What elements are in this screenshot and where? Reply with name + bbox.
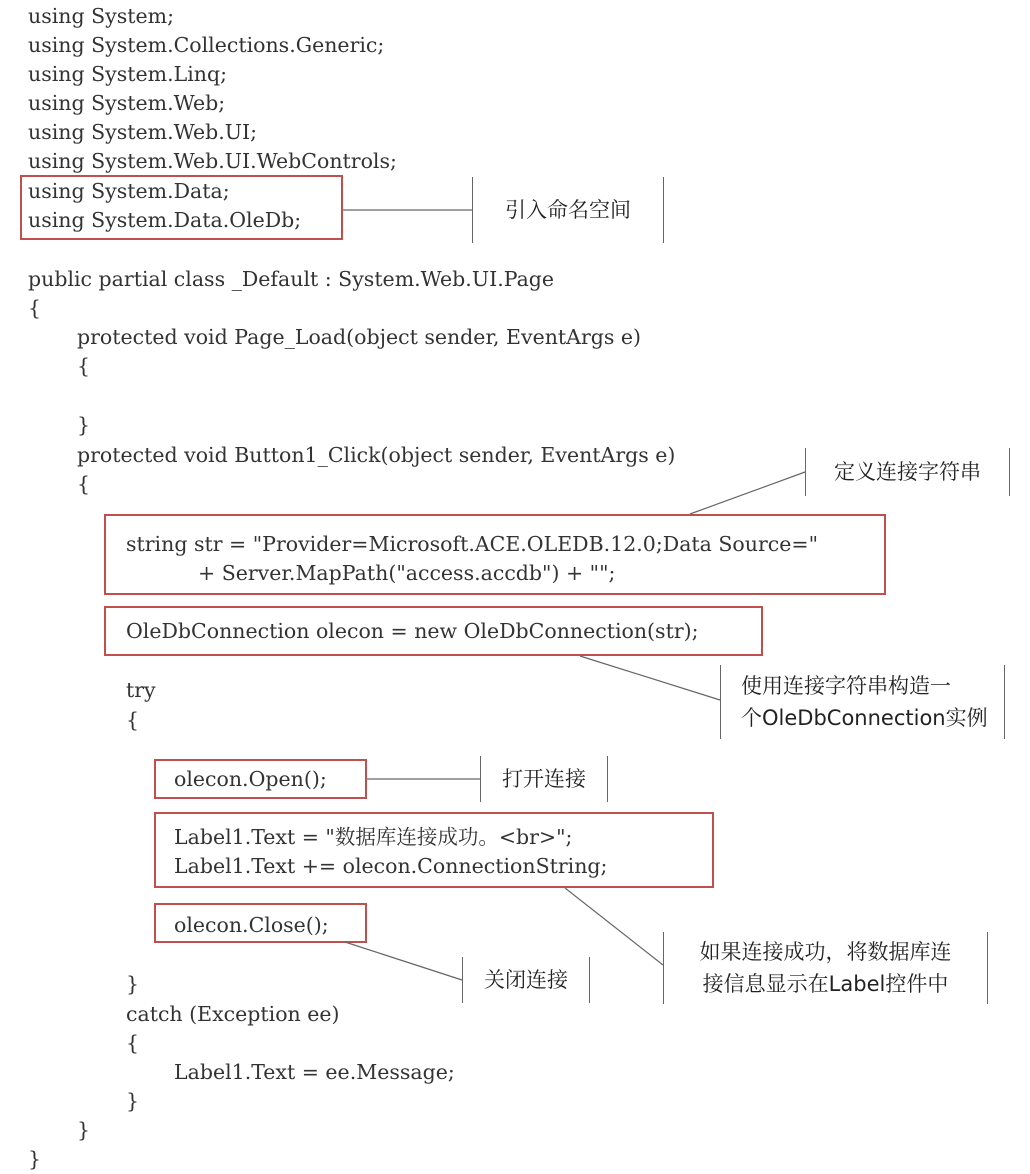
code-line: Label1.Text += olecon.ConnectionString; [174,854,608,878]
code-line: olecon.Open(); [174,767,327,791]
code-line: } [126,972,140,996]
close-note: 关闭连接 [462,957,590,1003]
code-line: } [28,1147,42,1171]
construct-leader [580,656,720,700]
code-line: { [77,472,91,496]
code-line: using System.Web.UI.WebControls; [28,149,397,173]
code-line: using System.Linq; [28,62,227,86]
code-line: catch (Exception ee) [126,1002,340,1026]
code-line: } [126,1089,140,1113]
code-line: } [77,1118,91,1142]
code-line: protected void Page_Load(object sender, EventArgs e) [77,325,642,349]
code-line: try [126,678,156,702]
code-line: string str = "Provider=Microsoft.ACE.OLEDB.12.0;Data Source=" [126,532,818,556]
code-line: } [77,413,91,437]
code-line: { [28,296,42,320]
code-line: using System.Collections.Generic; [28,33,385,57]
close-leader [345,942,462,980]
display-leader [565,888,663,965]
connstr-note: 定义连接字符串 [805,448,1010,496]
code-line: Label1.Text = ee.Message; [174,1060,455,1084]
code-line: using System.Data.OleDb; [28,208,302,232]
code-line: using System; [28,4,174,28]
construct-note-line-1: 使用连接字符串构造一 [741,674,951,698]
code-line: using System.Data; [28,179,230,203]
code-line: using System.Web; [28,91,226,115]
code-line: using System.Web.UI; [28,120,258,144]
display-note-line-2: 接信息显示在Label控件中 [702,972,949,996]
code-line: public partial class _Default : System.Web.UI.Page [28,267,555,291]
code-line: + Server.MapPath("access.accdb") + ""; [198,561,616,585]
construct-note [720,665,1005,739]
code-line: OleDbConnection olecon = new OleDbConnection(str); [126,619,699,643]
code-line: { [77,354,91,378]
namespace-note: 引入命名空间 [472,177,664,243]
code-line: Label1.Text = "数据库连接成功。<br>"; [174,825,573,849]
code-line: { [126,708,140,732]
construct-note-line-2: 个OleDbConnection实例 [741,706,988,730]
code-line: protected void Button1_Click(object sender, EventArgs e) [77,443,676,467]
code-line: { [126,1031,140,1055]
code-line: olecon.Close(); [174,913,329,937]
open-note: 打开连接 [480,756,608,802]
display-note-line-1: 如果连接成功，将数据库连 [699,940,952,964]
display-note [663,932,988,1004]
connstr-leader [690,472,805,514]
